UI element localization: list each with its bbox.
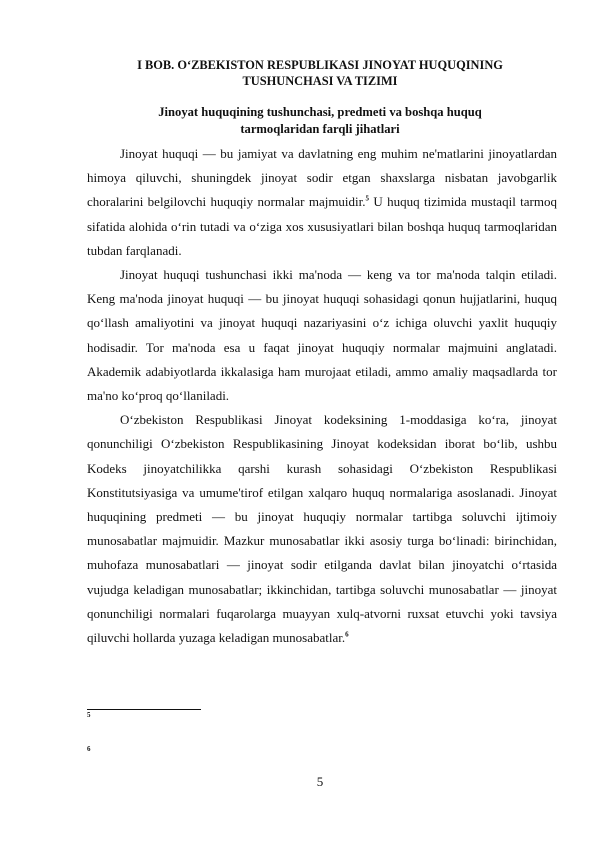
footnote-ref-5[interactable]: 5 [365, 195, 370, 204]
footnote-6-marker: 6 [87, 745, 91, 753]
paragraph-1-text: Jinoyat huquqi — bu jamiyat va davlatning eng muhim ne'matlarini jinoyatlardan himoya qiluvchi, shuningdek jinoyat sodir etgan shaxslarga nisbatan javobgarlik choralarini belgilovchi huquqiy normalar majmuidir. [87, 146, 557, 210]
paragraph-1 [87, 142, 557, 263]
body-text [87, 142, 557, 650]
paragraph-2-text: Jinoyat huquqi tushunchasi ikki ma'noda — keng va tor ma'noda talqin etiladi. Keng ma'noda jinoyat huquqi — bu jinoyat huquqi sohasidagi qonun hujjatlarini, huquq qo‘llash amaliyotini va jinoyat huquqi nazariyasini o‘z ichiga oluvchi yaxlit huquqiy hodisadir. Tor ma'noda esa u faqat jinoyat huquqiy normalar majmuini anglatadi. Akademik adabiyotlarda ikkalasiga ham murojaat etiladi, ammo amaliy maqsadlarda tor ma'no ko‘proq qo‘llaniladi. [87, 267, 557, 404]
paragraph-2 [87, 263, 557, 408]
footnote-ref-6[interactable]: 6 [345, 630, 349, 639]
paragraph-3-text: O‘zbekiston Respublikasi Jinoyat kodeksining 1-moddasiga ko‘ra, jinoyat qonunchiligi O‘zbekiston Respublikasining Jinoyat kodeksidan iborat bo‘lib, ushbu Kodeks jinoyatchilikka qarshi kurash sohasidagi O‘zbekiston Respublikasi Konstitutsiyasiga va umume'tirof etilgan xalqaro huquq normalariga asoslanadi. Jinoyat huquqining predmeti — bu jinoyat huquqiy normalar tartibga soluvchi ijtimoiy munosabatlar majmuidir. Mazkur munosabatlar ikki asosiy turga bo‘linadi: birinchidan, muhofaza munosabatlari — jinoyat sodir etilganda davlat bilan jinoyatchi o‘rtasida vujudga keladigan munosabatlar; ikkinchidan, tartibga soluvchi munosabatlar — jinoyat qonunchiligi normalari fuqarolarga muayyan xulq-atvorni ruxsat etuvchi yoki tavsiya qiluvchi hollarda yuzaga keladigan munosabatlar. [87, 412, 557, 646]
paragraph-1-text-after: U huquq tizimida mustaqil tarmoq sifatida alohida o‘rin tutadi va o‘ziga xos xususiyatlari bilan boshqa huquq tarmoqlaridan tubdan farqlanadi. [87, 194, 558, 258]
page-number: 5 [316, 774, 324, 789]
paragraph-3 [87, 408, 557, 650]
footnote-divider [87, 709, 201, 710]
footnote-5-marker: 5 [87, 711, 91, 719]
chapter-title: I BOB. O‘ZBEKISTON RESPUBLIKASI JINOYAT HUQUQINING TUSHUNCHASI VA TIZIMI [137, 58, 503, 88]
section-title: Jinoyat huquqining tushunchasi, predmeti va boshqa huquq tarmoqlaridan farqli jihatlari [158, 105, 482, 136]
